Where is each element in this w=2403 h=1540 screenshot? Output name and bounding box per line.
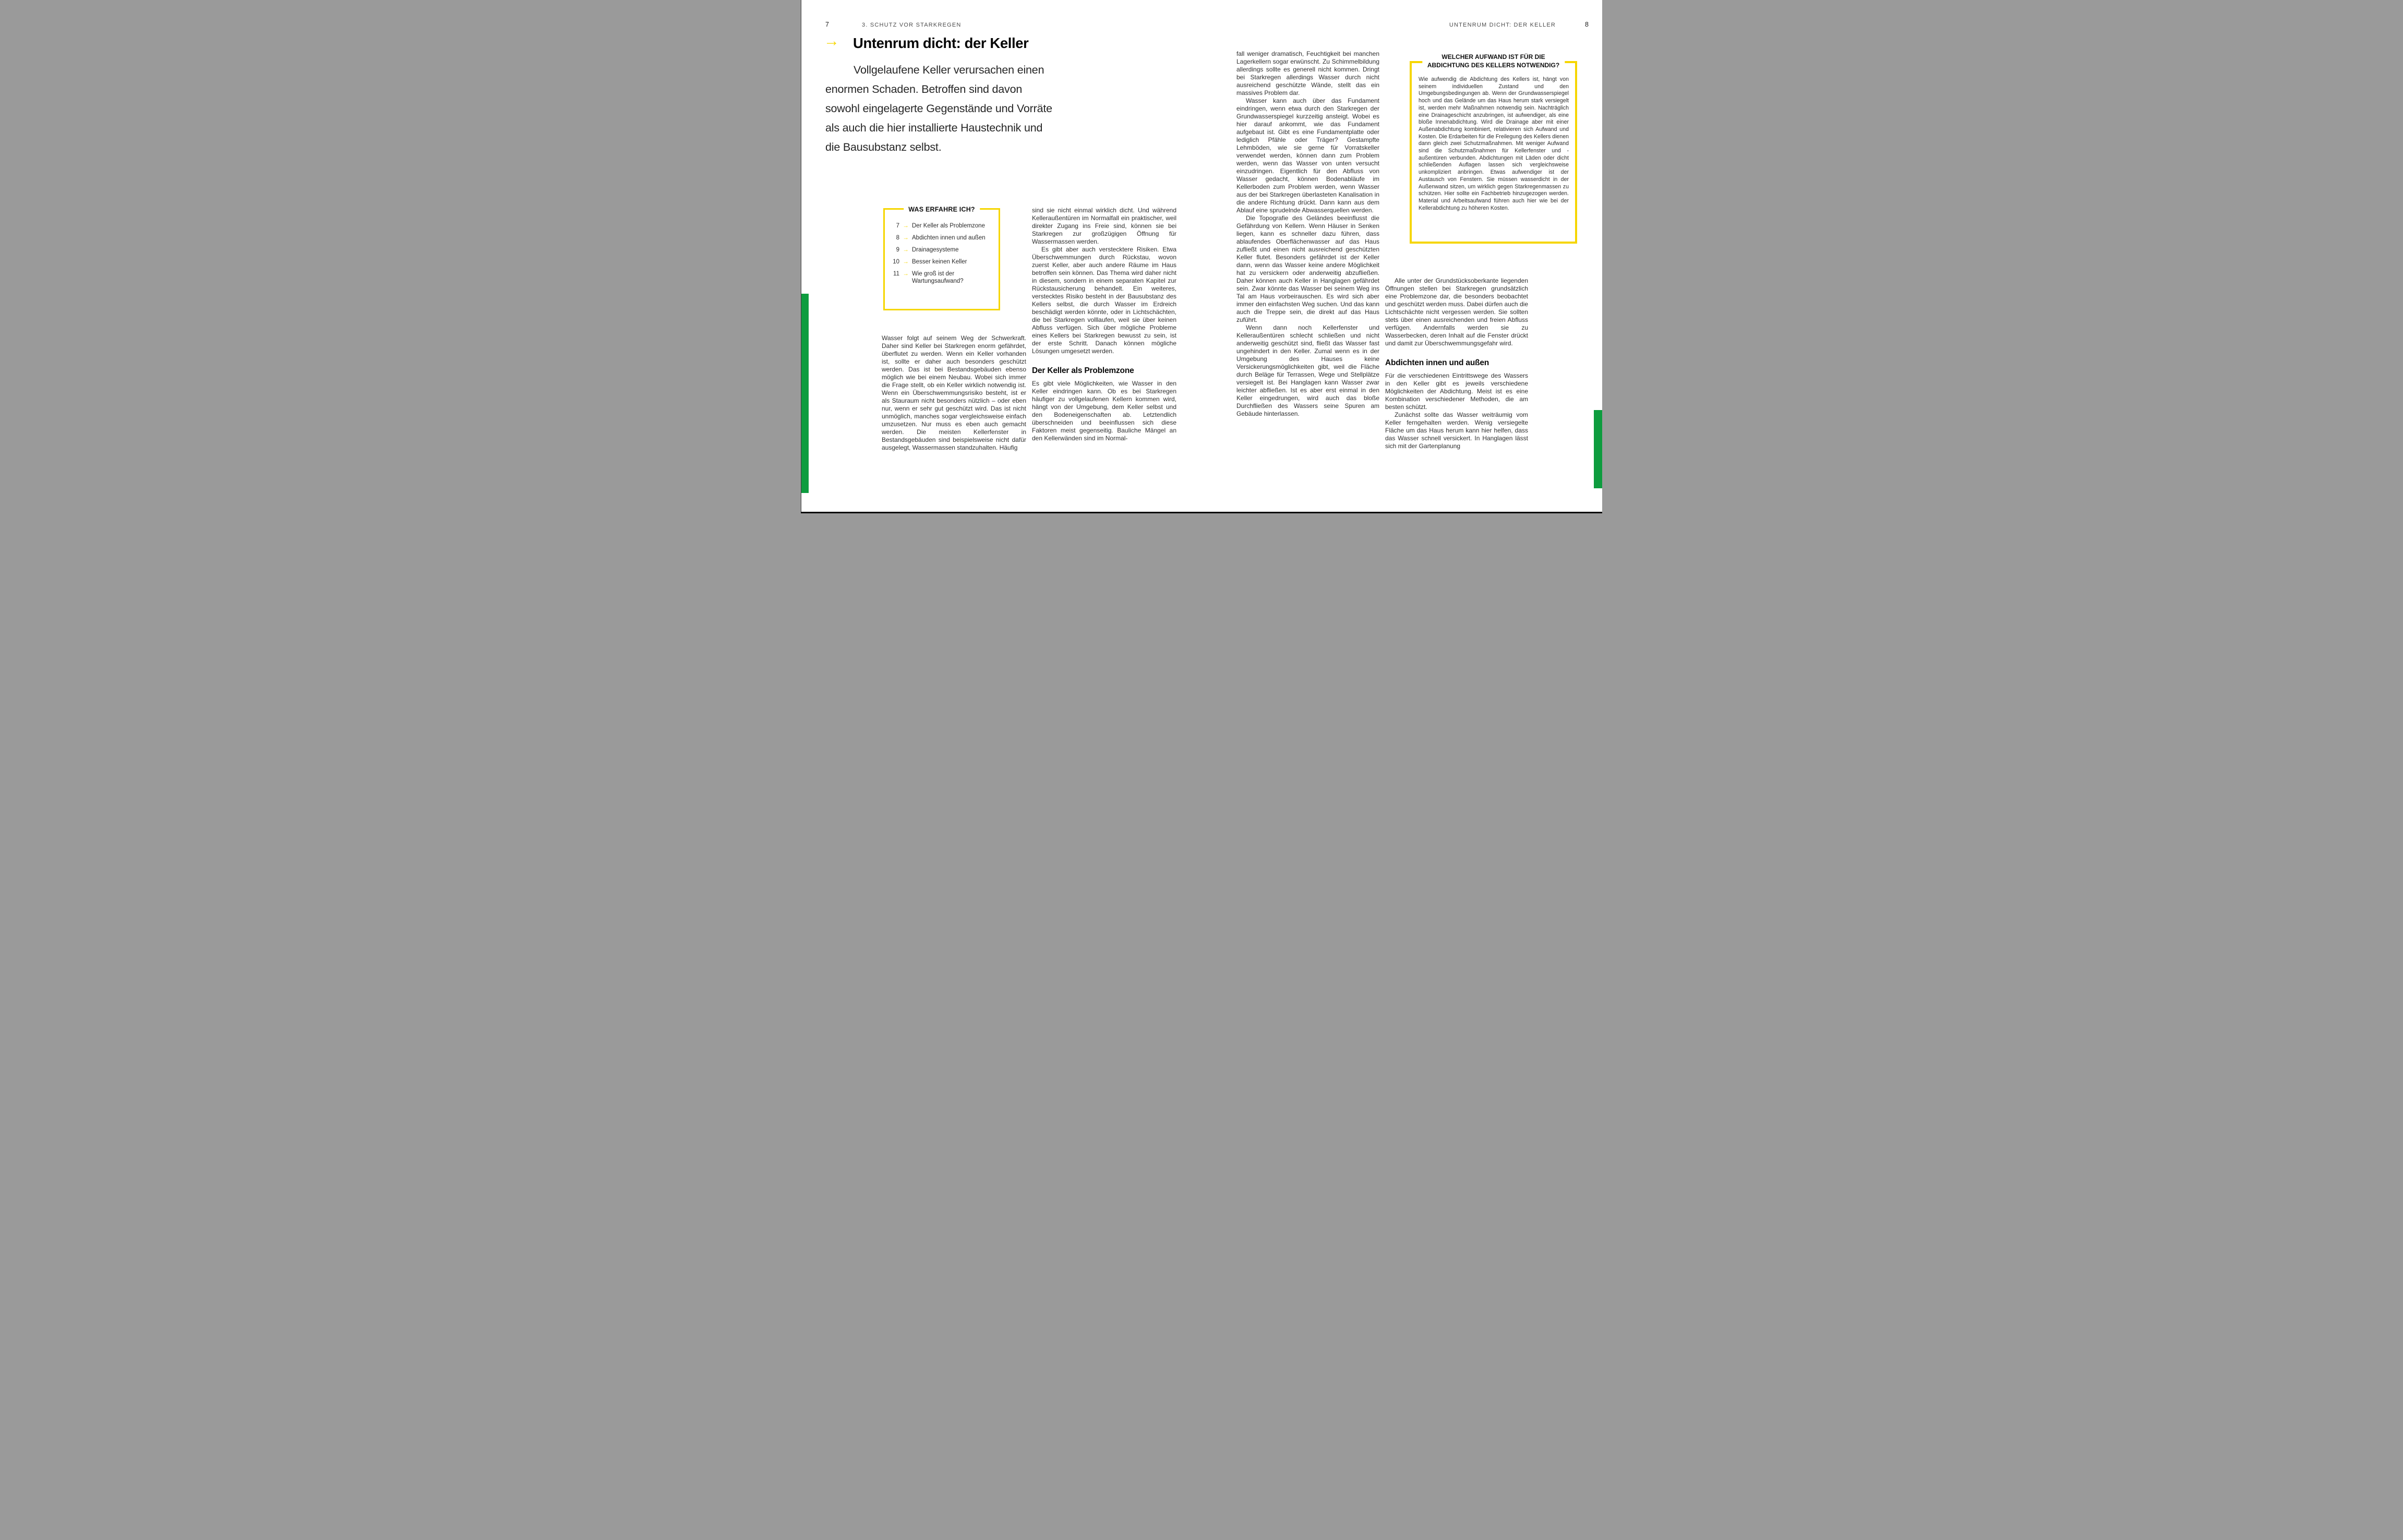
toc-list-item (889, 258, 993, 266)
paragraph: Wasser kann auch über das Fundament eindringen, wenn etwa durch den Starkregen der Grundwasserspiegel kurzzeitig ansteigt. Wobei es hier darauf ankommt, wie das Fundament aufgebaut ist. Gibt es eine Fundamentplatte oder lediglich Pfähle oder Träger? Gestampfte Lehmböden, wie sie gerne für Vorratskeller verwendet werden, können dann zum Problem werden, wenn das Wasser von unten versucht einzudringen. Eigentlich für den Abfluss von Wasser gedacht, können Bodenabläufe im Kellerboden zum Problem werden, wenn Wasser aus der bei Starkregen überlasteten Kanalisation in die andere Richtung drückt. Dann kann aus dem Ablauf eine sprudelnde Abwasserquellen werden. (1236, 97, 1379, 214)
arrow-icon: → (903, 271, 909, 277)
effort-info-box (1410, 53, 1577, 244)
page-number-left: 7 (825, 21, 829, 28)
effort-info-box-body: Wie aufwendig die Abdichtung des Kellers ist, hängt von seinem individuellen Zustand und den Umgebungsbedingungen ab. Wenn der Grundwasserspiegel hoch und das Gelände um das Haus herum stark versiegelt ist, werden mehr Maßnahmen notwendig sein. Nachträglich eine Drainageschicht anzubringen, ist aufwendiger, als eine bloße Innenabdichtung. Wird die Drainage aber mit einer Außenabdichtung kombiniert, relativieren sich Aufwand und Kosten. Die Erdarbeiten für die Freilegung des Kellers dienen dann gleich zwei Schutzmaßnahmen. Mit weniger Aufwand sind die Schutzmaßnahmen für Kellerfenster und -außentüren verbunden. Abdichtungen mit Läden oder dicht schließenden Auflagen lassen sich vergleichsweise unkompliziert anbringen. Etwas aufwendiger ist der Austausch von Fenstern. Sie müssen wasserdicht in der Außenwand sitzen, um wirklich gegen Starkregenmassen zu schützen. Hier sollte ein Fachbetrieb hinzugezogen werden. Material und Arbeitsaufwand führen auch hier wie bei der Kellerabdichtung zu höheren Kosten. (1419, 76, 1569, 211)
paragraph: Für die verschiedenen Eintrittswege des Wassers in den Keller gibt es jeweils verschiedene Möglichkeiten der Abdichtung. Meist ist es eine Kombination verschiedener Methoden, die am besten schützt. (1385, 372, 1528, 411)
body-column-2 (1032, 207, 1176, 442)
toc-item-page: 8 (896, 235, 899, 241)
toc-list-item (889, 270, 993, 285)
toc-item-label: Drainagesysteme (912, 247, 959, 253)
toc-item-label: Abdichten innen und außen (912, 235, 986, 241)
effort-info-box-title (1422, 52, 1565, 70)
paragraph: Es gibt viele Möglichkeiten, wie Wasser in den Keller eindringen kann. Ob es bei Starkregen häufiger zu vollgelaufenen Kellern kommen wird, hängt von der Umgebung, dem Keller selbst und den Bodeneigenschaften ab. Letztendlich überschneiden und beeinflussen sich diese Faktoren meist gegenseitig. Bauliche Mängel an den Kellerwänden sind im Normal- (1032, 380, 1176, 442)
toc-info-box (883, 208, 1000, 310)
paragraph: fall weniger dramatisch, Feuchtigkeit bei manchen Lagerkellern sogar erwünscht. Zu Schimmelbildung allerdings sollte es generell nicht kommen. Dringt bei Starkregen allerdings Wasser durch nicht ausreichend geschützte Wände, stellt das ein massives Problem dar. (1236, 50, 1379, 97)
toc-item-page: 11 (893, 271, 899, 277)
paragraph: Wasser folgt auf seinem Weg der Schwerkraft. Daher sind Keller bei Starkregen enorm gefährdet, überflutet zu werden. Wenn ein Keller vorhanden ist, sollte er daher auch besonders geschützt werden. Das ist bei Bestandsgebäuden ebenso möglich wie bei einem Neubau. Wobei sich immer die Frage stellt, ob ein Keller wirklich notwendig ist. Wenn ein Überschwemmungsrisiko besteht, ist er als Stauraum nicht besonders nützlich – oder eben nur, wenn er sehr gut geschützt wird. Das ist nicht unmöglich, manches sogar vergleichsweise einfach umzusetzen. Nur muss es eben auch gemacht werden. Die meisten Kellerfenster in Bestandsgebäuden sind beispielsweise nicht dafür ausgelegt, Wassermassen standzuhalten. Häufig (882, 334, 1026, 451)
toc-item-page: 10 (893, 259, 899, 265)
effort-info-box-title-line2: ABDICHTUNG DES KELLERS NOTWENDIG? (1427, 62, 1560, 69)
paragraph: sind sie nicht einmal wirklich dicht. Und während Kelleraußentüren im Normalfall ein praktischer, weil direkter Zugang ins Freie sind, können sie bei Starkregen zur großzügigen Öffnung für Wassermassen werden. (1032, 207, 1176, 245)
toc-list-item (889, 234, 993, 242)
page-number-right: 8 (1585, 21, 1589, 28)
section-heading-abdichten: Abdichten innen und außen (1385, 358, 1489, 367)
toc-list-item (889, 246, 993, 254)
toc-list-item (889, 222, 993, 230)
paragraph: Die Topografie des Geländes beeinflusst die Gefährdung von Kellern. Wenn Häuser in Senken liegen, kann es schneller dazu führen, dass ablaufendes Oberflächenwasser auf das Haus zufließt und einen nicht ausreichend geschützten Keller flutet. Besonders gefährdet ist der Keller dann, wenn das Wasser keine andere Möglichkeit hat zu versickern oder anderweitig abzufließen. Daher können auch Keller in Hanglagen gefährdet sein. Zwar könnte das Wasser bei seinem Weg ins Tal am Haus vorbeirauschen. Es wird sich aber immer den einfachsten Weg suchen. Und das kann auch die Treppe sein, die direkt auf das Haus zuführt. (1236, 214, 1379, 323)
toc-item-list (889, 222, 993, 285)
body-column-1 (882, 334, 1026, 452)
toc-item-label: Der Keller als Problemzone (912, 223, 985, 229)
chapter-lead-paragraph: Vollgelaufene Keller verursachen einen enormen Schaden. Betroffen sind davon sowohl eingelagerte Gegenstände und Vorräte als auch die hier installierte Haustechnik und die Bausubstanz selbst. (825, 64, 1052, 153)
toc-item-page: 9 (896, 247, 899, 253)
arrow-icon: → (903, 259, 909, 265)
paragraph: Zunächst sollte das Wasser weiträumig vom Keller ferngehalten werden. Wenig versiegelte Fläche um das Haus herum kann hier helfen, dass das Wasser schnell versickert. In Hanglagen lässt sich mit der Gartenplanung (1385, 411, 1528, 450)
running-header-left: 3. SCHUTZ VOR STARKREGEN (862, 22, 962, 28)
paragraph: Alle unter der Grundstücksoberkante liegenden Öffnungen stellen bei Starkregen grundsätzlich eine Problemzone dar, die besonders beobachtet und geschützt werden muss. Dabei dürfen auch die Lichtschächte nicht vergessen werden. Sie sollten stets über einen ausreichenden und freien Abfluss verfügen. Andernfalls werden sie zu Wasserbecken, deren Inhalt auf die Fenster drückt und damit zur Überschwemmungsgefahr wird. (1385, 277, 1528, 347)
running-header-right: UNTENRUM DICHT: DER KELLER (1449, 22, 1556, 28)
toc-item-page: 7 (896, 223, 899, 229)
paragraph: Es gibt aber auch verstecktere Risiken. Etwa Überschwemmungen durch Rückstau, wovon zuerst Keller, aber auch andere Räume im Haus betroffen sein können. Das Thema wird daher nicht in diesem, sondern in einem separaten Kapitel zur Rückstausicherung behandelt. Ein weiteres, verstecktes Risiko besteht in der Bausubstanz des Kellers selbst, die durch Wasser im Erdreich beschädigt werden könnte, oder in Lichtschächten, die bei Starkregen volllaufen, weil sie über keinen Abfluss verfügen. Sich über mögliche Probleme eines Kellers bei Starkregen bewusst zu sein, ist der erste Schritt. Danach können mögliche Lösungen umgesetzt werden. (1032, 246, 1176, 355)
book-spread (801, 0, 1602, 513)
effort-info-box-title-line1: WELCHER AUFWAND IST FÜR DIE (1441, 53, 1545, 61)
body-column-4 (1385, 277, 1528, 450)
toc-info-box-title: WAS ERFAHRE ICH? (904, 206, 980, 213)
body-column-3 (1236, 50, 1379, 418)
scan-edge-bottom (801, 512, 1602, 513)
arrow-icon: → (903, 247, 909, 253)
arrow-icon: → (903, 223, 909, 229)
section-heading-problemzone: Der Keller als Problemzone (1032, 366, 1134, 375)
chapter-edge-tab-left (801, 294, 809, 493)
toc-item-label: Besser keinen Keller (912, 259, 967, 265)
paragraph: Wenn dann noch Kellerfenster und Kelleraußentüren schlecht schließen und nicht anderweitig geschützt sind, fließt das Wasser fast ungehindert in den Keller. Zumal wenn es in der Umgebung des Hauses keine Versickerungsmöglichkeiten gibt, weil die Fläche durch Beläge für Terrassen, Wege und Stellplätze versiegelt ist. Bei Hanglagen kann Wasser zwar leichter abfließen. Ist es aber erst einmal in den Keller eingedrungen, wird auch das bloße Durchfließen des Wassers seine Spuren am Gebäude hinterlassen. (1236, 324, 1379, 417)
arrow-icon: → (903, 235, 909, 241)
chapter-edge-tab-right (1594, 410, 1602, 488)
toc-item-label: Wie groß ist der Wartungsaufwand? (912, 271, 964, 284)
chapter-title: Untenrum dicht: der Keller (853, 35, 1029, 51)
chapter-arrow-icon: → (824, 32, 839, 50)
